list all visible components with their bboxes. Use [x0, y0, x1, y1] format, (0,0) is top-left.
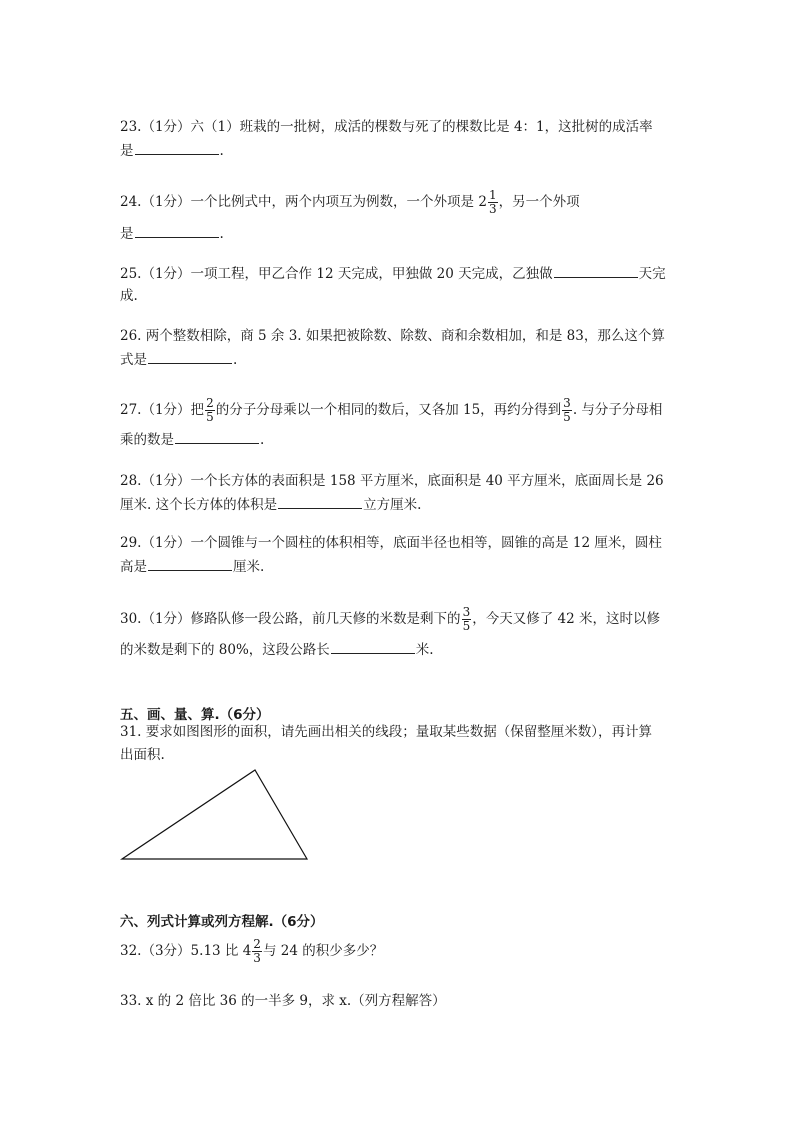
q30-pre: 30.（1分）修路队修一段公路，前几天修的米数是剩下的	[120, 611, 461, 627]
q28-line1: 28.（1分）一个长方体的表面积是 158 平方厘米，底面积是 40 平方厘米，底面周长是 26	[120, 473, 664, 489]
q29-line1: 29.（1分）一个圆锥与一个圆柱的体积相等，底面半径也相等，圆锥的高是 12 厘米，圆柱	[120, 535, 662, 551]
q30-line1	[120, 606, 660, 633]
q27-frac1-num: 2	[206, 396, 214, 410]
q29-line2-post: 厘米.	[233, 559, 265, 575]
q27-line1	[120, 397, 662, 424]
q26-answer-blank[interactable]	[148, 350, 232, 364]
q32-pre: 32.（3分）5.13 比 4	[120, 943, 252, 959]
q28-line2	[120, 495, 421, 514]
q23-line1: 23.（1分）六（1）班栽的一批树，成活的棵数与死了的棵数比是 4：1，这批树的成活率	[120, 119, 653, 135]
q26-line2-post: .	[233, 352, 238, 368]
q32-frac-num: 2	[253, 937, 261, 951]
q27-frac2-num: 3	[563, 396, 571, 410]
q30-fraction	[462, 606, 472, 633]
q29-line2-pre: 高是	[120, 559, 147, 575]
q30-frac-den: 5	[462, 619, 471, 633]
triangle-figure	[118, 766, 312, 864]
q23-line2	[120, 141, 224, 160]
q24-post: ，另一个外项	[498, 194, 580, 210]
q24-answer-blank[interactable]	[135, 224, 219, 238]
q32-post: 与 24 的积少多少？	[262, 943, 384, 959]
q30-line2	[120, 640, 434, 659]
q23-line2-pre: 是	[120, 143, 134, 159]
q27-frac1-den: 5	[206, 410, 214, 424]
section5-heading: 五、画、量、算.（6分）	[120, 707, 270, 723]
q24-pre: 24.（1分）一个比例式中，两个内项互为例数，一个外项是 2	[120, 194, 487, 210]
q27-answer-blank[interactable]	[175, 430, 259, 444]
q30-line2-pre: 的米数是剩下的 80%，这段公路长	[120, 642, 330, 658]
q25-answer-blank[interactable]	[554, 264, 638, 278]
q27-line2-pre: 乘的数是	[120, 432, 174, 448]
q23-line2-post: .	[219, 143, 224, 159]
q24-frac-num: 1	[488, 188, 497, 202]
q24-line2	[120, 224, 224, 243]
q27-fraction-2	[562, 397, 572, 424]
q32-line1	[120, 938, 383, 965]
q24-line2-pre: 是	[120, 226, 134, 242]
q29-answer-blank[interactable]	[148, 557, 232, 571]
q27-line2-post: .	[260, 432, 265, 448]
section6-heading: 六、列式计算或列方程解.（6分）	[120, 914, 324, 930]
q26-line2	[120, 350, 237, 369]
q27-mid: 的分子分母乘以一个相同的数后，又各加 15，再约分得到	[215, 402, 562, 418]
q32-fraction	[252, 938, 262, 965]
q24-frac-den: 3	[488, 202, 497, 216]
q27-line2	[120, 430, 264, 449]
q24-line2-post: .	[219, 226, 224, 242]
q27-fraction-1	[205, 397, 215, 424]
q24-line1	[120, 189, 580, 216]
q26-line1: 26. 两个整数相除，商 5 余 3. 如果把被除数、除数、商和余数相加，和是 83，那么这个算	[120, 328, 665, 344]
triangle-shape	[122, 770, 307, 859]
q27-post: . 与分子分母相	[572, 402, 663, 418]
q25-line1	[120, 264, 666, 283]
q24-fraction	[488, 189, 498, 216]
q27-pre: 27.（1分）把	[120, 402, 205, 418]
q26-line2-pre: 式是	[120, 352, 147, 368]
q25-line2: 成.	[120, 288, 138, 304]
q23-answer-blank[interactable]	[135, 141, 219, 155]
q28-line2-post: 立方厘米.	[363, 497, 422, 513]
q32-frac-den: 3	[253, 951, 261, 965]
q25-pre: 25.（1分）一项工程，甲乙合作 12 天完成，甲独做 20 天完成，乙独做	[120, 266, 553, 282]
q31-line1: 31. 要求如图图形的面积，请先画出相关的线段；量取某些数据（保留整厘米数），再计算	[120, 724, 653, 740]
q30-answer-blank[interactable]	[331, 640, 415, 654]
q30-frac-num: 3	[462, 605, 471, 619]
q28-line2-pre: 厘米. 这个长方体的体积是	[120, 497, 278, 513]
q27-frac2-den: 5	[563, 410, 571, 424]
q33-line1: 33. x 的 2 倍比 36 的一半多 9，求 x.（列方程解答）	[120, 993, 446, 1009]
q30-line2-post: 米.	[415, 642, 434, 658]
q30-post: ，今天又修了 42 米，这时以修	[472, 611, 660, 627]
q25-post: 天完	[638, 266, 666, 282]
q28-answer-blank[interactable]	[278, 495, 362, 509]
q29-line2	[120, 557, 264, 576]
q31-line2: 出面积.	[120, 747, 165, 763]
